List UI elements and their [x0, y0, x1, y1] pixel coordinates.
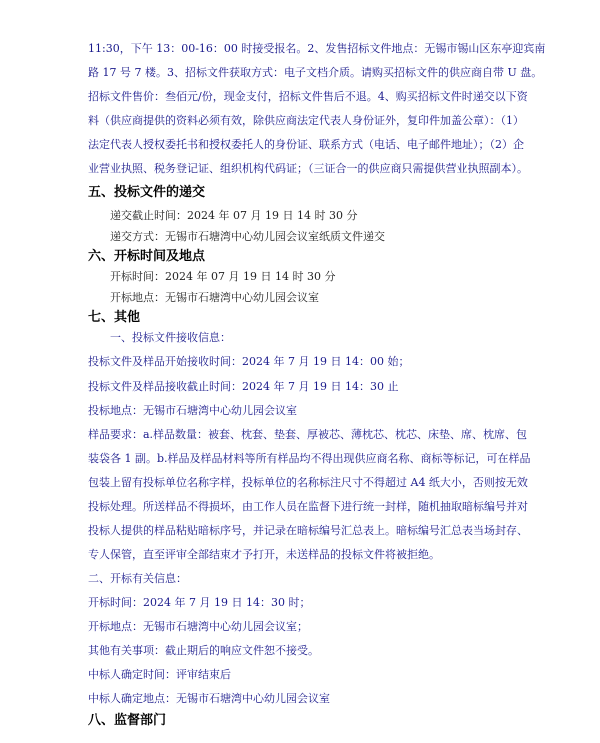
receipt-info-subheading: 一、投标文件接收信息：	[110, 331, 231, 344]
sec4-line-4: 料（供应商提供的资料必须有效，除供应商法定代表人身份证外，复印件加盖公章）：（1）	[88, 114, 524, 127]
open-place: 开标地点：无锡市石塘湾中心幼儿园会议室；	[88, 620, 308, 633]
sample-requirements-3: 包装上留有投标单位名称字样，投标单位的名称标注尺寸不得超过 A4 纸大小，否则按无效	[88, 476, 528, 489]
winner-confirm-place: 中标人确定地点：无锡市石塘湾中心幼儿园会议室	[88, 692, 330, 705]
sample-requirements-1: 样品要求：a.样品数量：被套、枕套、垫套、厚被芯、薄枕芯、枕芯、床垫、席、枕席、包	[88, 428, 528, 441]
receipt-start-time: 投标文件及样品开始接收时间：2024 年 7 月 19 日 14：00 始；	[88, 355, 410, 368]
sample-requirements-5: 投标人提供的样品粘贴暗标序号，并记录在暗标编号汇总表上。暗标编号汇总表当场封存、	[88, 524, 528, 537]
opening-info-subheading: 二、开标有关信息：	[88, 572, 187, 585]
winner-confirm-time: 中标人确定时间：评审结束后	[88, 668, 231, 681]
submission-method: 递交方式：无锡市石塘湾中心幼儿园会议室纸质文件递交	[110, 230, 385, 243]
opening-time: 开标时间：2024 年 07 月 19 日 14 时 30 分	[110, 270, 336, 283]
section-8-heading: 八、监督部门	[88, 713, 167, 728]
sec4-line-3: 招标文件售价：叁佰元/份，现金支付，招标文件售后不退。4、购买招标文件时递交以下资	[88, 90, 528, 103]
sec4-line-2: 路 17 号 7 楼。3、招标文件获取方式：电子文档介质。请购买招标文件的供应商自带 U 盘。	[88, 66, 543, 79]
sec4-line-6: 业营业执照、税务登记证、组织机构代码证；（三证合一的供应商只需提供营业执照副本）。	[88, 162, 528, 175]
sample-requirements-6: 专人保管，直至评审全部结束才予打开，未送样品的投标文件将被拒绝。	[88, 548, 440, 561]
receipt-end-time: 投标文件及样品接收截止时间：2024 年 7 月 19 日 14：30 止	[88, 380, 399, 393]
sec4-line-5: 法定代表人授权委托书和授权委托人的身份证、联系方式（电话、电子邮件地址）；（2）企	[88, 138, 524, 151]
opening-place: 开标地点：无锡市石塘湾中心幼儿园会议室	[110, 291, 319, 304]
submission-deadline: 递交截止时间：2024 年 07 月 19 日 14 时 30 分	[110, 209, 358, 222]
section-5-heading: 五、投标文件的递交	[88, 185, 206, 200]
sample-requirements-2: 装袋各 1 副。b.样品及样品材料等所有样品均不得出现供应商名称、商标等标记，可在样品	[88, 452, 531, 465]
open-time: 开标时间：2024 年 7 月 19 日 14：30 时；	[88, 596, 311, 609]
sample-requirements-4: 投标处理。所送样品不得损坏，由工作人员在监督下进行统一封样，随机抽取暗标编号并对	[88, 500, 528, 513]
section-6-heading: 六、开标时间及地点	[88, 249, 206, 264]
section-7-heading: 七、其他	[88, 310, 141, 325]
bid-place: 投标地点：无锡市石塘湾中心幼儿园会议室	[88, 404, 297, 417]
sec4-line-1: 11:30，下午 13：00-16：00 时接受报名。2、发售招标文件地点：无锡市锡山区东亭迎宾南	[88, 42, 546, 55]
other-matters: 其他有关事项：截止期后的响应文件恕不接受。	[88, 644, 319, 657]
